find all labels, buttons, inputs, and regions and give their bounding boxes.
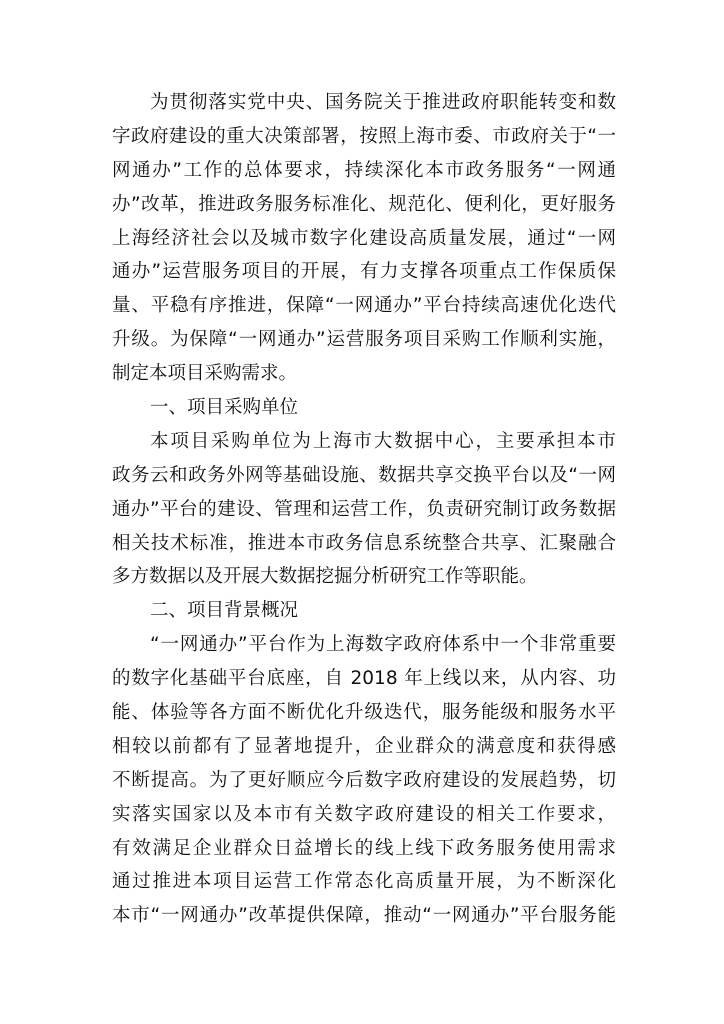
paragraph-background-line-9: 本市“一网通办”改革提供保障，推动“一网通办”平台服务能: [112, 905, 616, 927]
paragraph-background-line-4: 相较以前都有了显著地提升，企业群众的满意度和获得感: [112, 735, 616, 757]
paragraph-unit-line-5: 多方数据以及开展大数据挖掘分析研究工作等职能。: [112, 566, 538, 588]
paragraph-unit-line-2: 政务云和政务外网等基础设施、数据共享交换平台以及“一网: [112, 464, 616, 486]
paragraph-unit-line-3: 通办”平台的建设、管理和运营工作，负责研究制订政务数据: [112, 498, 616, 520]
paragraph-intro-line-1: 为贯彻落实党中央、国务院关于推进政府职能转变和数: [150, 92, 616, 113]
paragraph-intro-line-6: 通办”运营服务项目的开展，有力支撑各项重点工作保质保: [112, 261, 616, 283]
paragraph-unit-line-1: 本项目采购单位为上海市大数据中心，主要承担本市: [150, 430, 616, 452]
paragraph-background-line-6: 实落实国家以及本市有关数字政府建设的相关工作要求，: [112, 803, 616, 825]
paragraph-intro-line-3: 网通办”工作的总体要求，持续深化本市政务服务“一网通: [112, 159, 616, 181]
paragraph-background-line-7: 有效满足企业群众日益增长的线上线下政务服务使用需求: [112, 837, 616, 859]
section-heading-purchasing-unit: 一、项目采购单位: [150, 397, 299, 419]
paragraph-background-line-5: 不断提高。为了更好顺应今后数字政府建设的发展趋势，切: [112, 769, 616, 791]
paragraph-intro-line-2: 字政府建设的重大决策部署，按照上海市委、市政府关于“一: [112, 125, 616, 147]
paragraph-background-line-2: 的数字化基础平台底座，自 2018 年上线以来，从内容、功: [112, 668, 616, 690]
paragraph-background-line-8: 通过推进本项目运营工作常态化高质量开展，为不断深化: [112, 871, 616, 893]
paragraph-intro-line-7: 量、平稳有序推进，保障“一网通办”平台持续高速优化迭代: [112, 295, 616, 317]
paragraph-background-line-1: “一网通办”平台作为上海数字政府体系中一个非常重要: [150, 634, 616, 656]
document-body: [112, 86, 616, 933]
paragraph-intro-line-4: 办”改革，推进政务服务标准化、规范化、便利化，更好服务: [112, 193, 616, 215]
paragraph-intro-line-5: 上海经济社会以及城市数字化建设高质量发展，通过“一网: [112, 227, 616, 249]
paragraph-intro-line-9: 制定本项目采购需求。: [112, 363, 298, 385]
paragraph-background-line-3: 能、体验等各方面不断优化升级迭代，服务能级和服务水平: [112, 702, 616, 724]
paragraph-unit-line-4: 相关技术标准，推进本市政务信息系统整合共享、汇聚融合: [112, 532, 616, 554]
paragraph-intro-line-8: 升级。为保障“一网通办”运营服务项目采购工作顺利实施，: [112, 329, 616, 351]
section-heading-background: 二、项目背景概况: [150, 600, 299, 622]
